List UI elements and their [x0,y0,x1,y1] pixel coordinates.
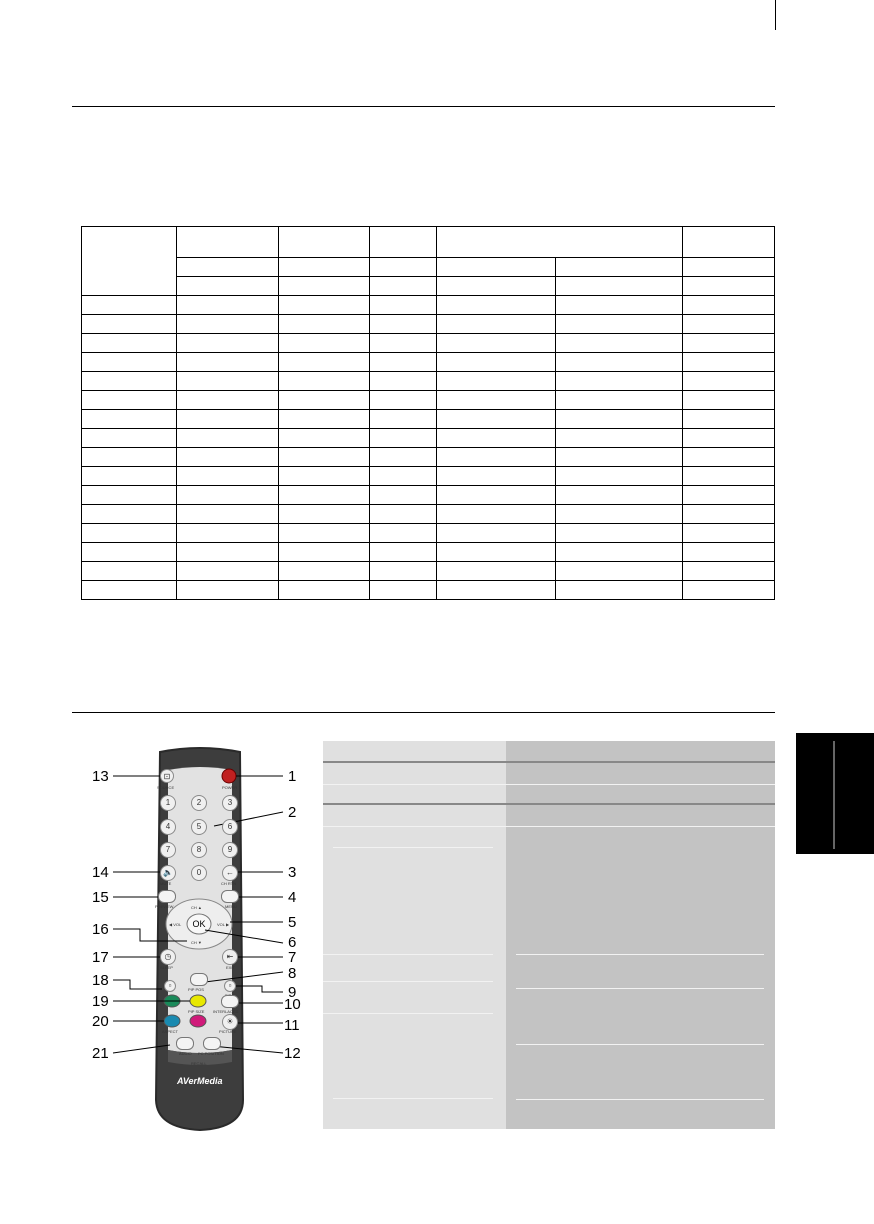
callout-16: 16 [92,921,109,938]
exit-button[interactable]: ⇤ [222,949,238,965]
recall-label: RECALL [191,1061,207,1066]
digit-2-button[interactable]: 2 [191,795,207,811]
callout-20: 20 [92,1013,109,1030]
digit-0-button[interactable]: 0 [191,865,207,881]
callout-11: 11 [284,1017,300,1034]
callout-6: 6 [288,934,297,951]
audio-button[interactable] [176,1037,194,1050]
interlaced-button[interactable] [221,995,239,1008]
pc-position-button[interactable] [203,1037,221,1050]
exit-label: EXIT [226,965,235,970]
digit-4-button[interactable]: 4 [160,819,176,835]
menu-label: MENU [225,904,237,909]
callout-9: 9 [288,984,297,1001]
callout-21: 21 [92,1045,109,1062]
mute-button[interactable]: 🔈 [160,865,176,881]
digit-5-button[interactable]: 5 [191,819,207,835]
digit-8-button[interactable]: 8 [191,842,207,858]
callout-17: 17 [92,949,109,966]
callout-13: 13 [92,768,109,785]
interlaced-label: INTERLACED [213,1009,239,1014]
callout-7: 7 [288,949,297,966]
ch-up-label: CH ▲ [191,905,202,910]
preview-button[interactable] [158,890,176,903]
menu-button[interactable] [221,890,239,903]
pc-position-label: PC POSITION [198,1051,224,1056]
ok-button[interactable]: OK [192,919,206,929]
callout-12: 12 [284,1045,301,1062]
source-button[interactable]: ⊡ [160,769,174,783]
ch-rtn-label: CH RTN [221,881,237,886]
pip-pos-button[interactable] [190,973,208,986]
digit-6-button[interactable]: 6 [222,819,238,835]
callout-18: 18 [92,972,109,989]
picture-label: PICTURE [219,1029,237,1034]
brand-logo: AVerMedia [177,1076,223,1086]
audio-label: AUDIO [179,1051,192,1056]
ch-down-label: CH ▼ [191,940,202,945]
callout-15: 15 [92,889,109,906]
digit-1-button[interactable]: 1 [160,795,176,811]
callout-4: 4 [288,889,297,906]
digit-3-button[interactable]: 3 [222,795,238,811]
callout-1: 1 [288,768,297,785]
source-label: SOURCE [157,785,175,790]
ch-rtn-button[interactable]: ← [222,865,238,881]
power-label: POWER [222,785,238,790]
aspect-label: ASPECT [162,1029,179,1034]
pip-pos-label: PIP POS [188,987,204,992]
callout-8: 8 [288,965,297,982]
callout-19: 19 [92,993,109,1010]
cc-button[interactable]: ▫ [164,980,176,992]
pip-size-label: PIP SIZE [188,1009,205,1014]
callout-2: 2 [288,804,297,821]
sleep-label: SLEEP [160,965,173,970]
pip-button[interactable]: ▫ [224,980,236,992]
callout-5: 5 [288,914,297,931]
vol-down-label: ◀ VOL [169,922,182,927]
mute-label: MUTE [160,881,172,886]
callout-3: 3 [288,864,297,881]
preview-label: PREVIEW [155,904,174,909]
callout-14: 14 [92,864,109,881]
vol-up-label: VOL ▶ [217,922,230,927]
picture-button[interactable]: ☀ [222,1014,238,1030]
digit-7-button[interactable]: 7 [160,842,176,858]
callout-10: 10 [284,996,301,1013]
digit-9-button[interactable]: 9 [222,842,238,858]
sleep-button[interactable]: ◷ [160,949,176,965]
